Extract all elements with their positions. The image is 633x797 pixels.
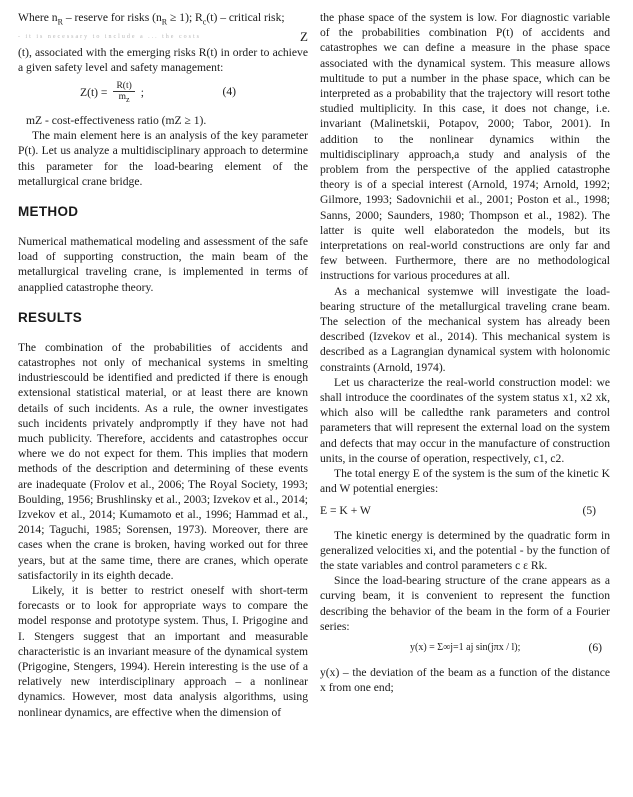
paragraph-results-1: The combination of the probabilities of accidents and catastrophes not only of mechanical systems in smelting industriescould be identified and predicted if there is enough extensional statistical material, or at least there are known details of such incidents. As a rule, the owner investigates such incidents privately andpromptly if they have not had much publicity. Therefore, accidents and catastrophes occur where we do not expect for them. This implies that modern methods of the description and determining of these events are inadequate (Frolov et al., 2006; The Royal Society, 1993; Boulding, 1956; Brushlinsky et al., 2003; Izvekov et al., 2014; Izvekov et al., 2014; Kumamoto et al., 1996; Hammad et al., 2014; Taguchi, 1985; Sorensen, 1973). Moreover, there are cases when the crane is broken, having worked out for three years, but at the same time, there are cranes, which operate satisfactorily in its eighth decade. (18, 340, 308, 582)
paragraph-deviation: y(x) – the deviation of the beam as a function of the distance x from one end; (320, 665, 610, 695)
equation-4: Z(t) = $\frac{R(t)}{m_z}$ ; (4) (80, 80, 236, 104)
paragraph-construction-model: Let us characterize the real-world construction model: we shall introduce the coordinates of the system status x1, x2 xk, which also will be calledthe rank parameters and control parameters that will represent the external load on the system and defects that may occur in the manufacture of construction units, in the course of operation, respectively, c1, c2. (320, 375, 610, 465)
left-column (18, 10, 308, 720)
equation-5: E = K + W (5) (320, 503, 596, 517)
paragraph-phase-space: the phase space of the system is low. For diagnostic variable of the probabilities combination P(t) of accidents and catastrophes we can define a measure in the phase space associated with the dynamical system. This measure allows multitude to put a number in the phase space, which can be interpreted as a probability that the trajectory will resort tothe studied multiplicity. In this case, it does not change, i.e. invariant (Malinetskii, Potapov, 2000; Tabor, 2001). In addition to the nonlinear dynamics within the multidisciplinary approach,a study and analysis of the problem from the perspective of the applied catastrophe theory is of a special interest (Arnold, 1974; Arnold, 1992; Gilmore, 1993; Sadovnichii et al., 2001; Poston et al., 1998; Sanns, 2000; Saunders, 1980; Thompson et al., 1982). The latter is quite well elaboratedon the models, but its interpretations on real-world constructions are only far and few between. Furthermore, there are no methodological instructions for various procedures at all. (320, 11, 610, 283)
paragraph-results-2: Likely, it is better to restrict oneself with short-term forecasts or to look for appropriate ways to compare the model response and prototype system. Thus, I. Prigogine and I. Stengers suggest that an important and measurable characteristic is an invariant measure of the dynamical system (Prigogine, Stengers, 1994). Herein interesting is the use of a relatively new interdisciplinary approach – a nonlinear dynamics. However, most data analysis algorithms, using nonlinear dynamics, are effective when the dimension of (18, 584, 308, 719)
heading-results: RESULTS (18, 309, 83, 325)
heading-method: METHOD (18, 203, 79, 219)
faint-line: - it is necessary to include a ... the costs Z (18, 29, 308, 45)
equation-5-label: (5) (582, 503, 596, 517)
mz-definition: mZ - cost-effectiveness ratio (mZ ≥ 1). (26, 113, 207, 127)
paragraph-method: Numerical mathematical modeling and assessment of the safe load of supporting construction, the main beam of the metallurgical traveling crane, is implemented in terms of anapplied catastrophe theory. (18, 234, 308, 294)
paragraph-key-parameter: The main element here is an analysis of the key parameter P(t). Let us analyze a multidisciplinary approach to determine this parameter for the load-bearing element of the metallurgical crane bridge. (18, 129, 308, 188)
equation-6: y(x) = Σ∞j=1 aj sin(jπx / l); (6) (410, 640, 602, 654)
paragraph-risk-definitions: Where $n_R$ – reserve for risks $(n_R \ge 1)$; $R_c(t)$ – critical risk; (18, 11, 285, 27)
paragraph-kinetic-energy: The kinetic energy is determined by the quadratic form in generalized velocities xi, and the potential - by the function of the state variables and control parameters c ε Rk. (320, 528, 610, 572)
paragraph-costs: (t), associated with the emerging risks R(t) in order to achieve a given safety level and safety management: (18, 45, 308, 74)
paragraph-total-energy: The total energy E of the system is the sum of the kinetic K and W potential energies: (320, 467, 610, 496)
equation-6-label: (6) (588, 640, 602, 654)
paragraph-fourier: Since the load-bearing structure of the crane appears as a curving beam, it is convenient to represent the function describing the behavior of the beam in the form of a Fourier series: (320, 574, 610, 633)
right-column (320, 10, 610, 695)
paragraph-mechanical-system: As a mechanical systemwe will investigate the load-bearing structure of the metallurgical traveling crane beam. The selection of the mechanical system has already been described (Izvekov et al., 2014). This mechanical system is described as a Lagrangian dynamical system with holonomic constraints (Arnold, 1974). (320, 284, 610, 374)
equation-4-label: (4) (222, 84, 236, 98)
